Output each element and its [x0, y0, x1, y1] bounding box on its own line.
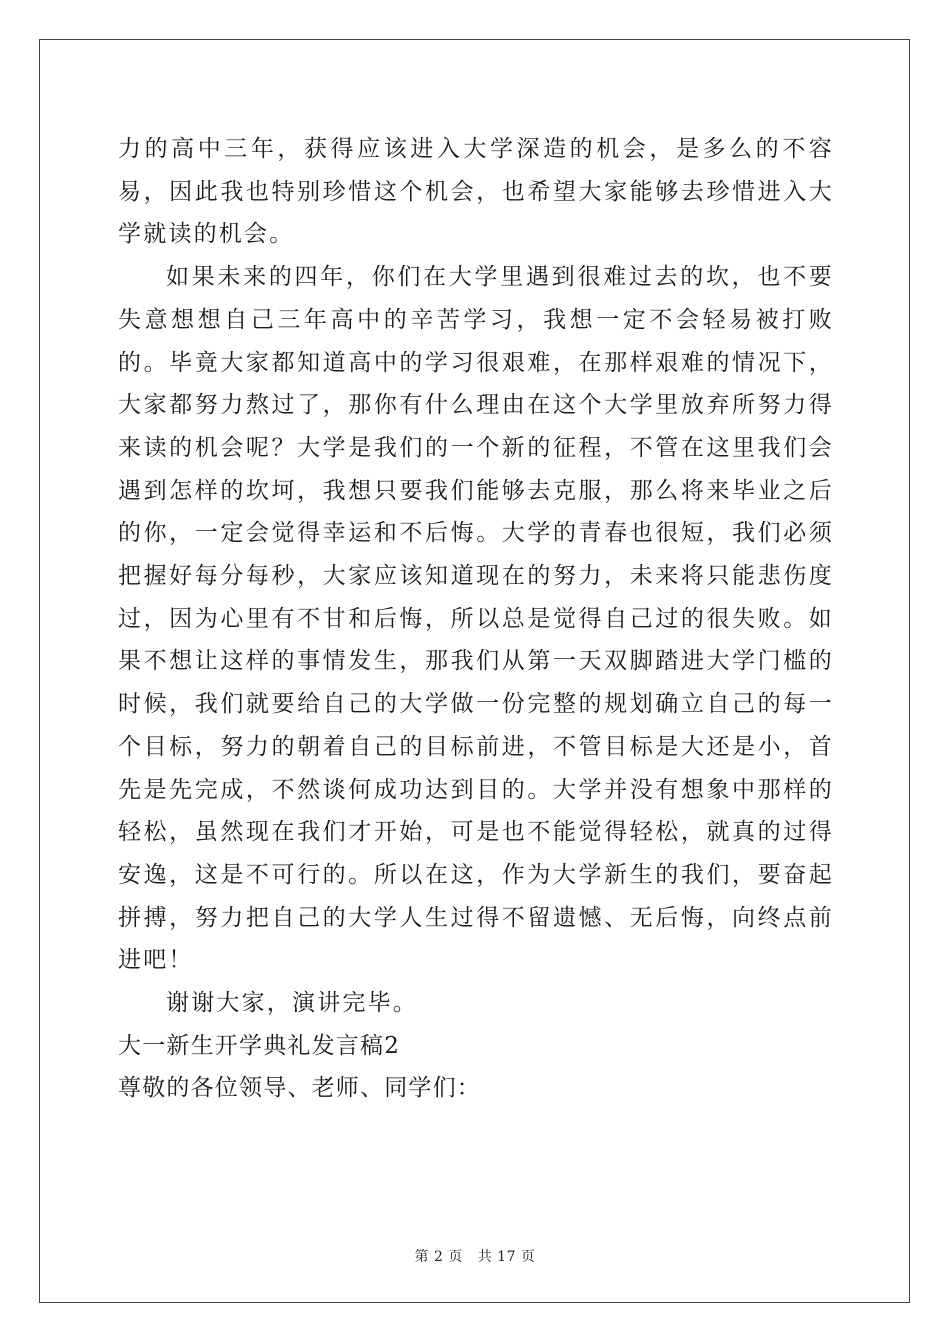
document-body [118, 128, 834, 1110]
section-title: 大一新生开学典礼发言稿2 [118, 1032, 401, 1059]
paragraph-main: 如果未来的四年，你们在大学里遇到很难过去的坎，也不要失意想想自己三年高中的辛苦学习，我想一定不会轻易被打败的。毕竟大家都知道高中的学习很艰难，在那样艰难的情况下，大家都努力熬过了，那你有什么理由在这个大学里放弃所努力得来读的机会呢？大学是我们的一个新的征程，不管在这里我们会遇到怎样的坎坷，我想只要我们能够去克服，那么将来毕业之后的你，一定会觉得幸运和不后悔。大学的青春也很短，我们必须把握好每分每秒，大家应该知道现在的努力，未来将只能悲伤度过，因为心里有不甘和后悔，所以总是觉得自己过的很失败。如果不想让这样的事情发生，那我们从第一天双脚踏进大学门槛的时候，我们就要给自己的大学做一份完整的规划确立自己的每一个目标，努力的朝着自己的目标前进，不管目标是大还是小，首先是先完成，不然谈何成功达到目的。大学并没有想象中那样的轻松，虽然现在我们才开始，可是也不能觉得轻松，就真的过得安逸，这是不可行的。所以在这，作为大学新生的我们，要奋起拼搏，努力把自己的大学人生过得不留遗憾、无后悔，向终点前进吧！ [118, 264, 834, 974]
paragraph-continued: 力的高中三年，获得应该进入大学深造的机会，是多么的不容易，因此我也特别珍惜这个机会，也希望大家能够去珍惜进入大学就读的机会。 [118, 136, 834, 248]
page-number: 第 2 页 [414, 1249, 463, 1265]
salutation: 尊敬的各位领导、老师、同学们： [118, 1075, 481, 1102]
page-total: 共 17 页 [477, 1249, 536, 1265]
paragraph-closing: 谢谢大家，演讲完毕。 [166, 990, 418, 1017]
page-footer [0, 1246, 950, 1266]
